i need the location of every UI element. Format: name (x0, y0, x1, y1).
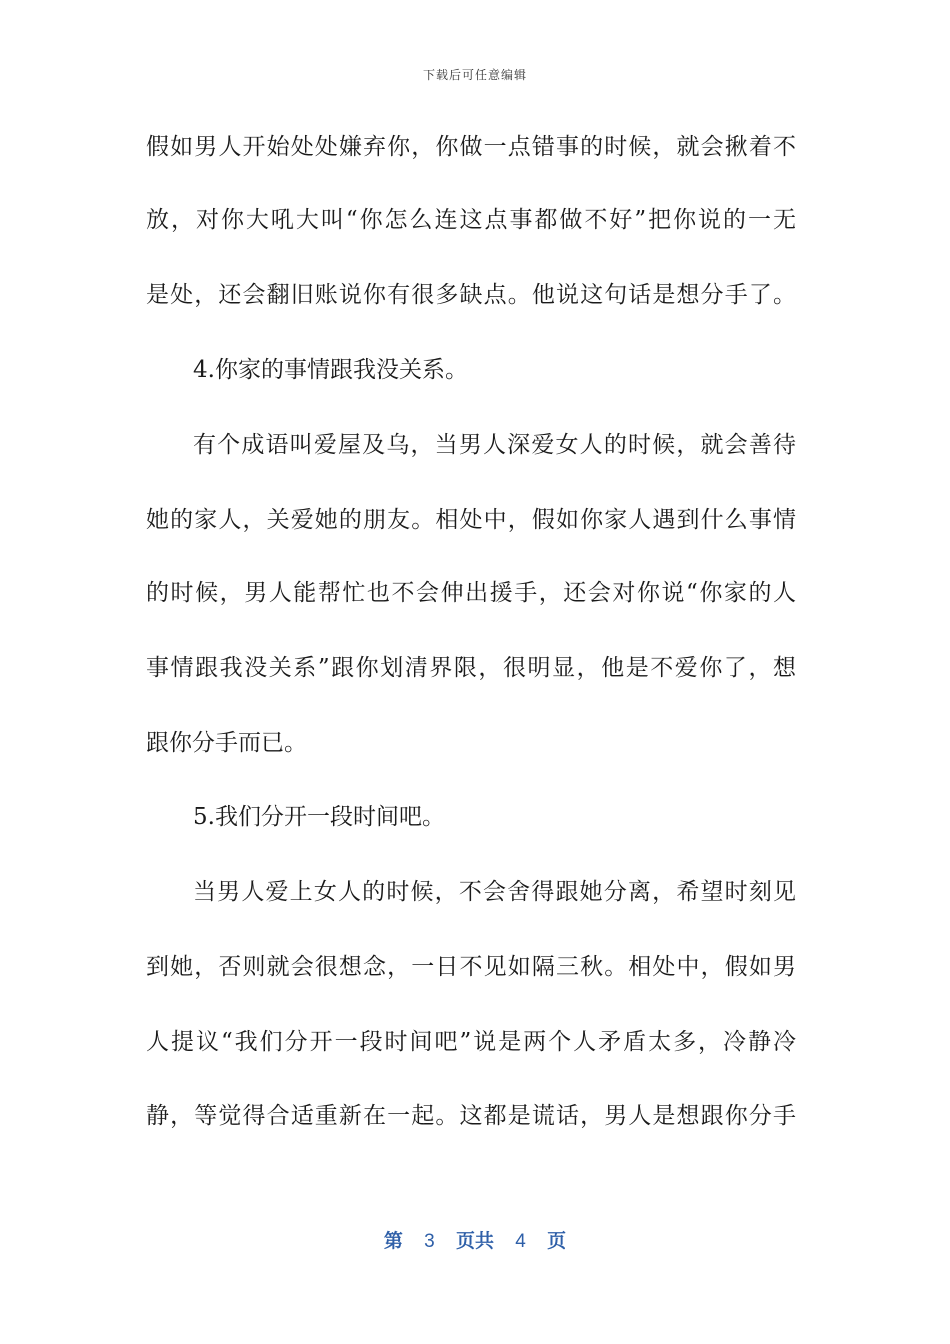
page-suffix: 页 (547, 1231, 567, 1252)
paragraph-line: 人提议“我们分开一段时间吧”说是两个人矛盾太多，冷静冷 (146, 1029, 796, 1055)
paragraph-line: 假如男人开始处处嫌弃你，你做一点错事的时候，就会揪着不 (146, 134, 796, 160)
paragraph-line: 的时候，男人能帮忙也不会伸出援手，还会对你说“你家的人 (146, 580, 796, 606)
section-heading: 5.我们分开一段时间吧。 (193, 804, 445, 830)
paragraph-line: 跟你分手而已。 (146, 730, 307, 756)
paragraph-line: 是处，还会翻旧账说你有很多缺点。他说这句话是想分手了。 (146, 282, 796, 308)
page-header: 下载后可任意编辑 (422, 68, 527, 82)
page-footer (0, 1226, 950, 1253)
paragraph-line: 事情跟我没关系”跟你划清界限，很明显，他是不爱你了，想 (146, 655, 796, 681)
paragraph-line: 静，等觉得合适重新在一起。这都是谎话，男人是想跟你分手 (146, 1103, 796, 1129)
paragraph-line: 当男人爱上女人的时候，不会舍得跟她分离，希望时刻见 (193, 879, 796, 905)
page-middle: 页共 (455, 1231, 494, 1252)
page-number: 3 (424, 1231, 435, 1252)
paragraph-line: 有个成语叫爱屋及乌，当男人深爱女人的时候，就会善待 (193, 432, 796, 458)
paragraph-line: 她的家人，关爱她的朋友。相处中，假如你家人遇到什么事情 (146, 507, 796, 533)
section-heading: 4.你家的事情跟我没关系。 (193, 357, 468, 383)
paragraph-line: 到她，否则就会很想念，一日不见如隔三秋。相处中，假如男 (146, 954, 796, 980)
page-prefix: 第 (383, 1231, 403, 1252)
page-total: 4 (515, 1231, 526, 1252)
paragraph-line: 放，对你大吼大叫“你怎么连这点事都做不好”把你说的一无 (146, 207, 796, 233)
